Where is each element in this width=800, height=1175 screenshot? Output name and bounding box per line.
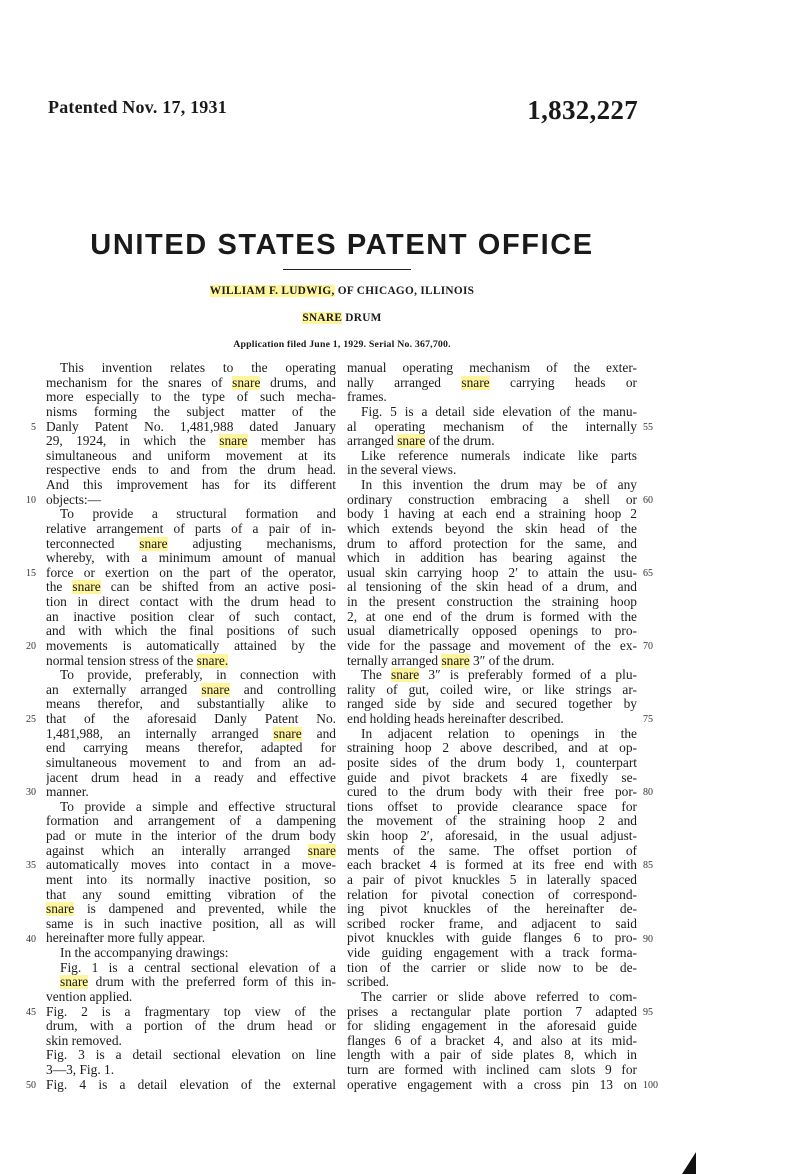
text-run: guide and pivot brackets 4 are fixedly se-: [347, 770, 637, 785]
line-number: 75: [643, 714, 653, 726]
text-run: movements is automatically attained by the: [46, 638, 336, 653]
text-line: [46, 551, 336, 566]
text-line: [46, 771, 336, 786]
text-run: tion in direct contact with the drum head to: [46, 595, 336, 609]
text-line: [347, 683, 637, 698]
text-line: [347, 756, 637, 771]
text-run: straining hoop 2 above described, and at op-: [347, 741, 637, 756]
line-number: 15: [26, 567, 36, 579]
text-line: [347, 507, 637, 522]
text-run: flanges 6 of a bracket 4, and also at its mid-: [347, 1033, 637, 1048]
highlighted-term: snare: [232, 375, 261, 390]
text-run: vention applied.: [46, 989, 133, 1004]
text-run: formation and arrangement of a dampening: [46, 814, 336, 829]
text-line: [347, 624, 637, 639]
text-line: [347, 814, 637, 829]
text-line: [347, 917, 637, 932]
text-line: [46, 566, 336, 581]
text-run: nally arranged: [347, 375, 462, 390]
text-line: [46, 683, 336, 698]
text-line: [46, 610, 336, 625]
text-run: prises a rectangular plate portion 7 adapted: [347, 1004, 637, 1019]
text-run: arranged: [347, 434, 398, 449]
text-run: vide guiding engagement with a track forma-: [347, 946, 637, 960]
line-number: 100: [643, 1079, 658, 1091]
highlighted-term: snare: [397, 434, 426, 449]
text-run: relative arrangement of parts of a pair of in-: [46, 521, 336, 536]
text-run: Fig. 5 is a detail side elevation of the manu-: [361, 404, 637, 419]
text-run: against which an interally arranged: [46, 843, 308, 858]
text-run: an inactive position clear of such contact,: [46, 609, 336, 624]
text-run: and: [301, 726, 336, 741]
text-line: [46, 493, 336, 508]
text-run: Fig. 1 is a central sectional elevation of a: [60, 960, 336, 975]
text-line: [347, 595, 637, 610]
text-line: [347, 654, 637, 669]
text-line: [46, 434, 336, 449]
text-run: 3—3, Fig. 1.: [46, 1063, 115, 1077]
text-line: [46, 844, 336, 859]
text-line: [46, 858, 336, 873]
text-run: drum, with a portion of the drum head or: [46, 1019, 336, 1034]
highlighted-term: snare: [72, 580, 101, 595]
text-run: ternally arranged: [347, 653, 442, 668]
text-run: simultaneous movement to and from an ad-: [46, 755, 336, 770]
text-line: [347, 727, 637, 742]
text-line: [46, 1078, 336, 1093]
text-line: [46, 361, 336, 376]
text-run: operative engagement with a cross pin 13 on: [347, 1077, 637, 1092]
text-run: of the drum.: [425, 434, 495, 449]
text-run: ment into its normally inactive position, so: [46, 872, 336, 887]
text-run: vide for the passage and movement of the ex-: [347, 638, 637, 653]
text-run: relation for pivotal conection of correspond-: [347, 887, 637, 902]
line-number: 80: [643, 787, 653, 799]
text-run: length with a pair of side plates 8, which in: [347, 1048, 637, 1063]
text-run: In adjacent relation to openings in the: [361, 726, 637, 741]
text-run: the movement of the straining hoop 2 and: [347, 814, 637, 829]
text-line: [347, 420, 637, 435]
text-line: [347, 478, 637, 493]
text-line: [46, 712, 336, 727]
text-line: [347, 610, 637, 625]
text-run: tions offset to provide clearance space for: [347, 799, 637, 814]
inventor-location: OF CHICAGO, ILLINOIS: [334, 285, 475, 297]
text-run: an externally arranged: [46, 682, 202, 697]
text-run: In the accompanying drawings:: [60, 946, 229, 960]
text-line: [347, 844, 637, 859]
inventor-line: [0, 285, 684, 297]
line-number: 50: [26, 1079, 36, 1091]
text-run: that any sound emitting vibration of the: [46, 887, 336, 902]
text-run: end carrying means therefor, adapted for: [46, 741, 336, 756]
text-line: [347, 1063, 637, 1078]
text-run: To provide a structural formation and: [60, 507, 336, 522]
text-run: whereby, with a minimum amount of manual: [46, 551, 336, 566]
text-line: [347, 1078, 637, 1093]
title-rest: DRUM: [342, 312, 382, 324]
text-line: [46, 946, 336, 961]
text-line: [46, 697, 336, 712]
text-run: pivot knuckles with guide flanges 6 to pro-: [347, 931, 637, 946]
highlighted-term: snare: [219, 434, 248, 449]
text-run: tion of the carrier or slide now to be de-: [347, 960, 637, 975]
text-run: ranged side by side and secured together by: [347, 697, 637, 712]
text-line: [347, 961, 637, 976]
text-run: objects:—: [46, 492, 102, 507]
text-line: [347, 873, 637, 888]
text-run: manual operating mechanism of the exter-: [347, 361, 637, 375]
text-line: [46, 624, 336, 639]
text-line: [46, 902, 336, 917]
text-run: And this improvement has for its different: [46, 478, 336, 492]
text-line: [46, 376, 336, 391]
line-number: 40: [26, 933, 36, 945]
text-run: end holding heads hereinafter described.: [347, 712, 564, 726]
text-line: [347, 551, 637, 566]
text-run: more especially to the type of such mecha-: [46, 390, 336, 405]
text-line: [46, 741, 336, 756]
text-run: body 1 having at each end a straining hoop 2: [347, 507, 637, 522]
text-run: that of the aforesaid Danly Patent No.: [46, 712, 336, 726]
right-column: [347, 361, 637, 1092]
text-line: [347, 434, 637, 449]
text-run: Danly Patent No. 1,481,988 dated January: [46, 419, 336, 434]
text-run: 3″ is preferably formed of a plu-: [419, 668, 637, 683]
text-run: drum to afford protection for the same, and: [347, 536, 637, 551]
text-run: Fig. 4 is a detail elevation of the external: [46, 1077, 336, 1092]
text-run: usual skin carrying hoop 2′ to attain the usu-: [347, 565, 637, 580]
text-run: which extends beyond the skin head of the: [347, 521, 637, 536]
text-line: [46, 478, 336, 493]
text-run: Like reference numerals indicate like parts: [361, 448, 637, 463]
inventor-name: WILLIAM F. LUDWIG,: [209, 285, 335, 297]
text-line: [46, 595, 336, 610]
text-run: 1,481,988, an internally arranged: [46, 726, 274, 741]
text-run: hereinafter more fully appear.: [46, 931, 206, 946]
line-number: 5: [31, 421, 36, 433]
text-run: for sliding engagement in the aforesaid guide: [347, 1019, 637, 1034]
text-run: This invention relates to the operating: [60, 361, 336, 375]
text-line: [347, 888, 637, 903]
text-line: [347, 712, 637, 727]
text-line: [347, 858, 637, 873]
text-run: 2, at one end of the drum is formed with the: [347, 609, 637, 624]
text-line: [46, 522, 336, 537]
text-line: [46, 654, 336, 669]
text-run: normal tension stress of the: [46, 653, 197, 668]
text-line: [347, 1005, 637, 1020]
line-number: 95: [643, 1006, 653, 1018]
line-number: 35: [26, 860, 36, 872]
text-line: [347, 522, 637, 537]
line-number: 25: [26, 714, 36, 726]
text-line: [347, 946, 637, 961]
highlighted-term: snare: [139, 536, 168, 551]
text-line: [347, 668, 637, 683]
text-line: [46, 800, 336, 815]
text-line: [46, 390, 336, 405]
text-line: [347, 829, 637, 844]
text-run: al operating mechanism of the internally: [347, 419, 637, 434]
text-line: [46, 668, 336, 683]
text-run: member has: [247, 434, 336, 449]
text-run: ments of the same. The offset portion of: [347, 843, 637, 858]
text-line: [347, 771, 637, 786]
text-run: To provide, preferably, in connection with: [60, 668, 336, 683]
text-run: drum with the preferred form of this in-: [88, 975, 336, 990]
highlighted-term: snare: [273, 726, 302, 741]
text-line: [46, 463, 336, 478]
text-line: [347, 931, 637, 946]
highlighted-term: snare: [307, 843, 336, 858]
text-line: [347, 902, 637, 917]
text-line: [46, 405, 336, 420]
text-line: [46, 785, 336, 800]
text-line: [347, 1034, 637, 1049]
text-line: [347, 1019, 637, 1034]
highlighted-term: snare: [201, 682, 230, 697]
highlighted-term: snare: [461, 375, 490, 390]
text-run: jacent drum head in a ready and effective: [46, 770, 336, 785]
text-line: [347, 493, 637, 508]
text-run: adjusting mechanisms,: [167, 536, 336, 551]
text-run: frames.: [347, 390, 387, 405]
text-run: automatically moves into contact in a move-: [46, 858, 336, 873]
line-number: 30: [26, 787, 36, 799]
text-run: nisms forming the subject matter of the: [46, 404, 336, 419]
text-line: [46, 961, 336, 976]
text-run: drums, and: [260, 375, 336, 390]
text-line: [347, 361, 637, 376]
title-keyword: SNARE: [302, 312, 343, 324]
line-number: 60: [643, 494, 653, 506]
text-run: skin removed.: [46, 1033, 122, 1048]
text-line: [46, 756, 336, 771]
text-line: [46, 888, 336, 903]
text-run: carrying heads or: [489, 375, 637, 390]
line-number: 70: [643, 640, 653, 652]
text-run: respective ends to and from the drum head.: [46, 463, 336, 478]
text-run: In this invention the drum may be of any: [361, 478, 637, 492]
text-run: cured to the drum body with their free por-: [347, 785, 637, 800]
text-run: in the present construction the straining hoop: [347, 595, 637, 609]
text-run: ordinary construction embracing a shell or: [347, 492, 637, 507]
text-line: [46, 990, 336, 1005]
text-run: skin hoop 2′, aforesaid, in the usual adjust-: [347, 829, 637, 843]
text-run: and controlling: [229, 682, 336, 697]
text-line: [46, 1048, 336, 1063]
text-run: rality of gut, coiled wire, or like strings ar-: [347, 682, 637, 697]
text-line: [46, 507, 336, 522]
highlighted-term: snare.: [196, 653, 229, 668]
text-run: force or exertion on the part of the operator,: [46, 565, 336, 580]
text-run: in the several views.: [347, 463, 457, 478]
text-run: turn are formed with inclined cam slots 9 for: [347, 1063, 637, 1077]
text-line: [46, 917, 336, 932]
text-line: [347, 741, 637, 756]
text-run: a pair of pivot knuckles 5 in laterally spaced: [347, 872, 637, 887]
text-line: [46, 727, 336, 742]
text-line: [347, 405, 637, 420]
text-line: [46, 1063, 336, 1078]
line-number: 20: [26, 640, 36, 652]
text-run: Fig. 3 is a detail sectional elevation on line: [46, 1048, 336, 1063]
highlighted-term: snare: [60, 975, 89, 990]
text-run: usual diametrically opposed openings to pro-: [347, 624, 637, 639]
text-run: scribed rocker frame, and adjacent to said: [347, 916, 637, 931]
text-line: [347, 785, 637, 800]
text-run: simultaneous and uniform movement at its: [46, 448, 336, 463]
text-run: the: [46, 580, 73, 595]
text-line: [347, 1048, 637, 1063]
text-run: The carrier or slide above referred to com-: [361, 989, 637, 1004]
text-run: same is in such inactive position, all as will: [46, 916, 336, 931]
text-line: [347, 566, 637, 581]
office-heading: UNITED STATES PATENT OFFICE: [90, 229, 594, 261]
text-run: terconnected: [46, 536, 140, 551]
text-line: [46, 873, 336, 888]
text-line: [46, 537, 336, 552]
text-run: scribed.: [347, 975, 390, 990]
line-number: 45: [26, 1006, 36, 1018]
text-line: [347, 449, 637, 464]
text-line: [46, 814, 336, 829]
text-line: [347, 580, 637, 595]
text-run: Fig. 2 is a fragmentary top view of the: [46, 1004, 336, 1019]
text-line: [46, 1005, 336, 1020]
patented-date: Patented Nov. 17, 1931: [48, 97, 227, 117]
line-number: 10: [26, 494, 36, 506]
line-number: 90: [643, 933, 653, 945]
text-line: [46, 1019, 336, 1034]
text-line: [46, 1034, 336, 1049]
heading-divider: [283, 269, 411, 270]
text-line: [46, 639, 336, 654]
application-line: Application filed June 1, 1929. Serial No. 367,700.: [233, 339, 451, 350]
patent-number: 1,832,227: [527, 95, 638, 125]
text-run: The: [361, 668, 391, 683]
text-line: [46, 420, 336, 435]
text-run: 29, 1924, in which the: [46, 434, 220, 449]
text-line: [46, 449, 336, 464]
text-line: [347, 463, 637, 478]
text-run: 3″ of the drum.: [469, 653, 555, 668]
invention-title: [0, 312, 684, 324]
text-run: ing pivot knuckles of the hereinafter de-: [347, 902, 637, 917]
text-run: which in addition has bearing against the: [347, 551, 637, 566]
line-number: 55: [643, 421, 653, 433]
text-line: [347, 376, 637, 391]
text-line: [347, 537, 637, 552]
text-line: [347, 390, 637, 405]
highlighted-term: snare: [441, 653, 470, 668]
text-run: means therefor, and substantially alike to: [46, 697, 336, 712]
text-run: each bracket 4 is formed at its free end with: [347, 858, 637, 873]
text-line: [347, 639, 637, 654]
text-run: mechanism for the snares of: [46, 375, 233, 390]
text-run: is dampened and prevented, while the: [74, 902, 336, 917]
text-line: [46, 829, 336, 844]
highlighted-term: snare: [391, 668, 420, 683]
text-run: can be shifted from an active posi-: [100, 580, 336, 595]
text-line: [347, 800, 637, 815]
text-run: al tensioning of the skin head of a drum, and: [347, 580, 637, 595]
highlighted-term: snare: [46, 902, 75, 917]
text-line: [347, 697, 637, 712]
text-line: [46, 975, 336, 990]
text-run: and with which the final positions of such: [46, 624, 336, 639]
text-run: pad or mute in the interior of the drum body: [46, 829, 336, 843]
line-number: 65: [643, 567, 653, 579]
page-corner-mark: [682, 1152, 696, 1174]
text-line: [46, 931, 336, 946]
text-run: posite sides of the drum body 1, counterpart: [347, 755, 637, 770]
text-line: [46, 580, 336, 595]
text-line: [347, 990, 637, 1005]
text-line: [347, 975, 637, 990]
text-run: To provide a simple and effective structural: [60, 799, 336, 814]
left-column: [46, 361, 336, 1092]
line-number: 85: [643, 860, 653, 872]
text-run: manner.: [46, 785, 89, 800]
